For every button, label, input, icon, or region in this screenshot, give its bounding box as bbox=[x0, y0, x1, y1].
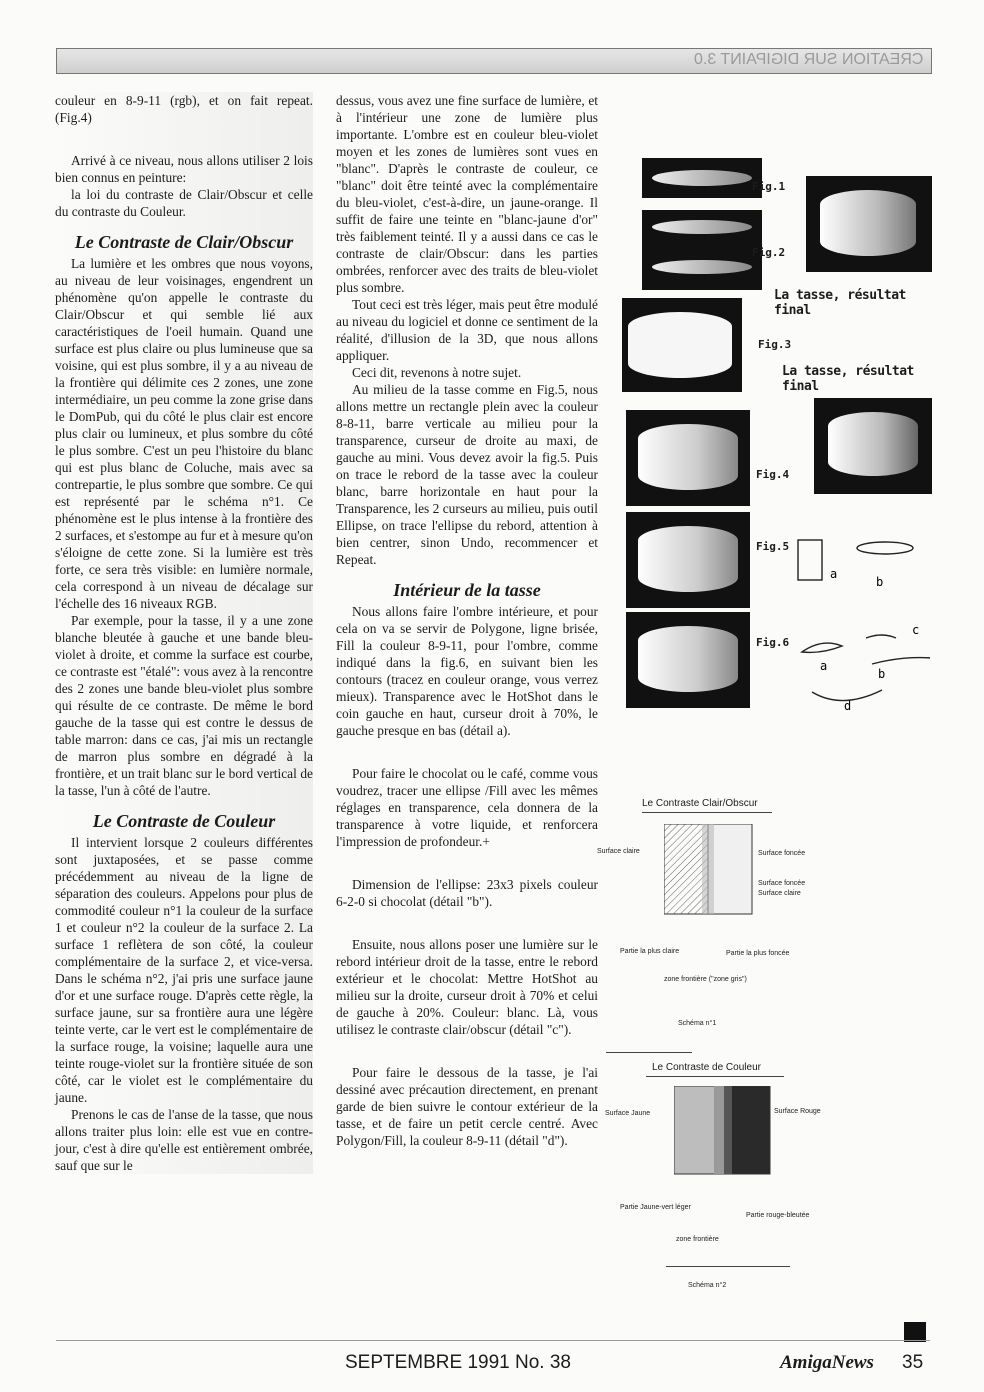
detail-a-label: a bbox=[820, 659, 828, 673]
paragraph: Pour faire le dessous de la tasse, je l'ai dessiné avec précaution directement, en prenant garde de bien suivre le contour extérieur de la tasse, et de faire un petit cercle centré. Avec Polygon/Fill, la couleur 8-9-11 (détail "d"). bbox=[336, 1065, 598, 1148]
fig6-label: Fig.6 bbox=[756, 636, 790, 649]
schema2-caption: Schéma n°2 bbox=[688, 1282, 727, 1289]
schema2-diagram bbox=[674, 1086, 774, 1176]
fig4-label: Fig.4 bbox=[756, 468, 790, 481]
schema1-bottom-left: Partie la plus claire bbox=[620, 948, 680, 955]
schema1-diagram bbox=[664, 824, 754, 916]
detail-b-label: b bbox=[876, 575, 884, 589]
schema1-bottom-right: Partie la plus foncée bbox=[726, 950, 790, 957]
header-band bbox=[56, 48, 932, 74]
column-1 bbox=[55, 92, 313, 1174]
schema1-caption: Schéma n°1 bbox=[678, 1020, 717, 1027]
fig3-label: Fig.3 bbox=[758, 338, 792, 351]
paragraph: Par exemple, pour la tasse, il y a une zone blanche bleutée à gauche et une bande bleu-violet à droite, et comme la surface est courbe, ce contraste est "étalé": vous avez à la rencontre des 2 zones une bande bleu-violet plus sombre qui résulte de ce contraste. De même le bord gauche de la tasse qui est contre le dessus de table marron: dans ce cas, j'ai mis un rectangle de marron plus sombre en dégradé à la frontière, et un trait blanc sur le bord vertical de la tasse, l'un à côté de l'autre. bbox=[55, 613, 313, 798]
schema1-mid1-label: Surface foncée bbox=[758, 880, 806, 887]
fig1-label: Fig.1 bbox=[752, 180, 786, 193]
paragraph: dessus, vous avez une fine surface de lumière, et à l'intérieur une zone de lumière plus importante. L'ombre est en couleur bleu-violet moyen et les zones de lumières sont vues en "blanc". D'après le contraste de couleur, ce "blanc" doit être teinté avec la complémentaire du bleu-violet, c'est-à-dire, un jaune-orange. Il suffit de faire une teinte en "blanc-jaune d'or" très faiblement teinté. Il y a aussi dans ce cas le contraste de clair/Obscur: dans les parties ombrées, renforcer avec des traits de bleu-violet plus sombre. bbox=[336, 93, 598, 295]
paragraph: Ensuite, nous allons poser une lumière sur le rebord intérieur droit de la tasse, entre le rebord extérieur et le chocolat: Mettre HotShot au milieu sur la droite, curseur droit à 70% et celui de gauche à 20%. Couleur: blanc. Là, vous utilisez le contraste clair/obscur (détail "c"). bbox=[336, 937, 598, 1037]
schema1-left-label: Surface claire bbox=[597, 848, 640, 855]
figures-panel bbox=[620, 98, 938, 726]
header-text: CREATION SUR DIGIPAINT 3.0 bbox=[693, 51, 923, 68]
final-result-image bbox=[806, 176, 932, 272]
paragraph: La lumière et les ombres que nous voyons, au niveau de leur voisinages, engendrent un phénomène qu'on appelle le contraste du Clair/Obscur et qui semble lié aux caractéristiques de l'oeil humain. Quand une surface est plus claire ou plus lumineuse que sa voisine, qui est plus sombre, il y a au niveau de la frontière qui délimite ces 2 zones, une zone intermédiaire, un peu comme la zone grise dans le DomPub, qui du côté le plus clair est encore plus clair ou lumineux, et plus sombre du côté le plus sombre. C'est un peu l'histoire du blanc qui est plus blanc de Coluche, mais avec sa contrepartie, le plus sombre que sombre. Ce qui est représenté par le schéma n°1. Ce phénomène est le plus intense à la frontière des 2 surfaces, et s'estompe au fur et à mesure qu'on s'éloigne de cette zone. Si la lumière est très forte, ce sera très visible: en lumière normale, cela correspond à un niveau de décalage sur l'échelle des 16 niveaux RGB. bbox=[55, 256, 313, 611]
paragraph: la loi du contraste de Clair/Obscur et celle du contraste du Couleur. bbox=[55, 187, 313, 219]
final-caption-1: La tasse, résultat final bbox=[774, 288, 906, 318]
page-number: 35 bbox=[902, 1352, 924, 1373]
paragraph: Prenons le cas de l'anse de la tasse, que nous allons traiter plus loin: elle est vue en contre-jour, c'est à dire qu'elle est entièrement ombrée, sauf que sur le bbox=[55, 1107, 313, 1173]
detail-a-label: a bbox=[830, 567, 838, 581]
paragraph: couleur en 8-9-11 (rgb), et on fait repeat. (Fig.4) bbox=[55, 93, 313, 125]
footer-rule bbox=[56, 1340, 930, 1341]
schema1-title: Le Contraste Clair/Obscur bbox=[642, 798, 758, 809]
schema2-left-label: Surface Jaune bbox=[605, 1110, 651, 1117]
fig3-image bbox=[622, 298, 742, 392]
paragraph: Il intervient lorsque 2 couleurs différentes sont juxtaposées, et se passe comme précédemment au niveau de la ligne de séparation des couleurs. Appelons pour plus de commodité couleur n°1 la couleur de la surface 1 et couleur n°2 la couleur de la surface 2. La surface 1 reflètera de son côté, la couleur complémentaire de la surface 2, et vice-versa. Dans le schéma n°2, j'ai pris une surface jaune d'or et une surface rouge. D'après cette règle, la surface jaune, sur sa frontière aura une légère teinte verte, car le vert est le complémentaire de la surface rouge, la voisine; laquelle aura une teinte rouge-violet sur la frontière située de son côté, car le violet est le complémentaire du jaune. bbox=[55, 835, 313, 1105]
fig1-image bbox=[642, 158, 762, 198]
schema1-mid2-label: Surface claire bbox=[758, 890, 801, 897]
paragraph: Ceci dit, revenons à notre sujet. bbox=[352, 365, 522, 380]
fig4-image bbox=[626, 410, 750, 506]
schema2-title: Le Contraste de Couleur bbox=[652, 1062, 761, 1073]
detail-d-label: d bbox=[844, 699, 852, 713]
schema1-zone: zone frontière ("zone gris") bbox=[664, 976, 747, 983]
schema2-right-label: Surface Rouge bbox=[774, 1108, 821, 1115]
schema2-zone: zone frontière bbox=[676, 1236, 719, 1243]
footer-magazine: AmigaNews bbox=[780, 1352, 874, 1373]
paragraph: Dimension de l'ellipse: 23x3 pixels couleur 6-2-0 si chocolat (détail "b"). bbox=[336, 877, 598, 909]
end-marker bbox=[904, 1322, 926, 1342]
paragraph: Arrivé à ce niveau, nous allons utiliser 2 lois bien connus en peinture: bbox=[55, 153, 313, 185]
fig2-label: Fig.2 bbox=[752, 246, 786, 259]
paragraph: Au milieu de la tasse comme en Fig.5, nous allons mettre un rectangle plein avec la couleur 8-8-11, barre verticale au milieu pour la transparence, curseur de droite au maxi, de gauche au mini. Vous devez avoir la fig.5. Puis on trace le rebord de la tasse avec la couleur blanc, barre horizontale en haut pour la Transparence, les 2 curseurs au milieu, puis outil Ellipse, on trace l'ellipse du rebord, attention à bien centrer, sinon Undo, recommencer et Repeat. bbox=[336, 382, 598, 567]
paragraph: Nous allons faire l'ombre intérieure, et pour cela on va se servir de Polygone, ligne brisée, Fill la couleur 8-9-11, pour l'ombre, comme indiqué dans la fig.6, en suivant bien les contours (tracez en couleur orange, vous verrez mieux). Transparence avec le HotShot dans le coin gauche en haut, curseur droit à 70%, le gauche presque en bas (détail a). bbox=[336, 604, 598, 738]
section-heading: Intérieur de la tasse bbox=[393, 580, 541, 600]
schema1-right-label: Surface foncée bbox=[758, 850, 806, 857]
fig5-image bbox=[626, 512, 750, 608]
detail-b-label: b bbox=[878, 667, 886, 681]
final-result-image-2 bbox=[814, 398, 932, 494]
fig2-image bbox=[642, 210, 762, 290]
schema2-bottom-left: Partie Jaune-vert léger bbox=[620, 1204, 691, 1211]
paragraph: Pour faire le chocolat ou le café, comme vous voudrez, tracer une ellipse /Fill avec les mêmes réglages en transparence, cela donnera de la transparence à votre liquide, et renforcera l'impression de profondeur.+ bbox=[336, 766, 598, 849]
schema2-bottom-right: Partie rouge-bleutée bbox=[746, 1212, 810, 1219]
detail-c-label: c bbox=[912, 623, 920, 637]
section-heading: Le Contraste de Couleur bbox=[92, 811, 276, 831]
section-heading: Le Contraste de Clair/Obscur bbox=[74, 232, 294, 252]
fig5-label: Fig.5 bbox=[756, 540, 790, 553]
footer-issue: SEPTEMBRE 1991 No. 38 bbox=[345, 1352, 571, 1373]
column-2 bbox=[336, 92, 598, 1149]
fig6-image bbox=[626, 612, 750, 708]
final-caption-2: La tasse, résultat final bbox=[782, 364, 914, 394]
paragraph: Tout ceci est très léger, mais peut être modulé au niveau du logiciel et donne ce sentiment de la réalité, d'illusion de la 3D, que nous allons appliquer. bbox=[336, 297, 598, 363]
detail-sketches bbox=[790, 534, 930, 724]
